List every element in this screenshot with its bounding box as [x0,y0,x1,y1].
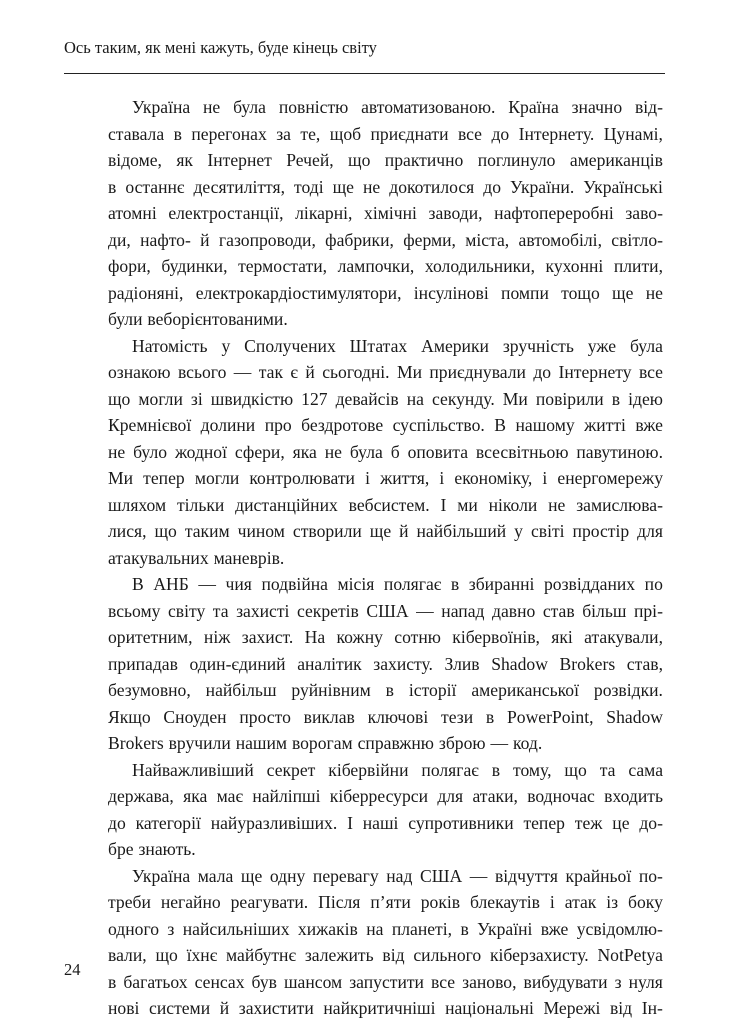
text-line: Кремнієвої долини про бездротове суспільство. В нашому житті вже [108,415,663,435]
body-text [108,94,663,1022]
text-line: вали, що їхнє майбутнє залежить від сильного кіберзахисту. NotPetya [108,945,663,965]
text-line: відоме, як Інтернет Речей, що практично поглинуло американців [108,150,663,170]
text-line: Ми тепер могли контролювати і життя, і економіку, і енергомережу [108,468,663,488]
text-line: держава, яка має найліпші кіберресурси для атаки, водночас входить [108,786,663,806]
text-line: атомні електростанції, лікарні, хімічні заводи, нафтопереробні заво- [108,203,663,223]
text-line: атакувальних маневрів. [108,547,285,568]
page-number: 24 [64,960,81,979]
text-line: що могли зі швидкістю 127 девайсів на секунду. Ми повірили в ідею [108,388,663,409]
text-line: Якщо Сноуден просто виклав ключові тези в PowerPoint, Shadow [108,706,663,727]
text-line: в останнє десятиліття, тоді ще не докотилося до України. Українські [108,176,663,197]
text-line: безумовно, найбільш руйнівним в історії американської розвідки. [108,680,663,700]
text-line: Натомість у Сполучених Штатах Америки зручність уже була [132,335,663,356]
text-line: Україна не була повністю автоматизованою. Країна значно від- [132,97,663,117]
text-line: фори, будинки, термостати, лампочки, холодильники, кухонні плити, [108,256,663,276]
text-line: шляхом тільки дистанційних вебсистем. І ми ніколи не замислюва- [108,494,663,515]
running-header: Ось таким, як мені кажуть, буде кінець світу [64,38,377,57]
text-line: Найважливіший секрет кібервійни полягає в тому, що та сама [132,759,663,780]
text-line: ознакою всього — так є й сьогодні. Ми приєднували до Інтернету все [108,362,663,382]
text-line: всьому світу та захисті секретів США — напад давно став більш прі- [108,600,663,621]
text-line: радіоняні, електрокардіостимулятори, інсулінові помпи тощо ще не [108,282,663,303]
text-line: нові системи й захистити найкритичніші національні Мережі від Ін- [108,998,663,1018]
text-line: бре знають. [108,839,196,859]
paragraph [108,863,663,1022]
text-line: лися, що таким чином створили ще й найбільший у світі простір для [108,521,663,541]
text-line: Україна мала ще одну перевагу над США — відчуття крайньої по- [132,865,663,886]
paragraph [108,333,663,572]
text-line: до категорії найуразливіших. І наші супротивники тепер теж це до- [108,812,663,833]
paragraph [108,757,663,863]
text-line: припадав один-єдиний аналітик захисту. Злив Shadow Brokers став, [108,653,663,674]
text-line: одного з найсильніших хижаків на планеті, в Україні вже усвідомлю- [108,918,663,939]
text-line: ди, нафто- й газопроводи, фабрики, ферми, міста, автомобілі, світло- [108,229,663,250]
text-line: В АНБ — чия подвійна місія полягає в збиранні розвідданих по [132,574,663,594]
text-line: не було жодної сфери, яка не була б оповита всесвітньою павутиною. [108,441,663,462]
text-line: в багатьох сенсах був шансом запустити все заново, вибудувати з нуля [108,971,663,992]
text-line: Brokers вручили нашим ворогам справжню зброю — код. [108,733,543,753]
text-line: оритетним, ніж захист. На кожну сотню кібервоїнів, які атакували, [108,627,663,647]
text-line: треби негайно реагувати. Після п’яти років блекаутів і атак із боку [108,892,663,912]
paragraph [108,571,663,757]
header-rule [64,73,665,74]
text-line: ставала в перегонах за те, щоб приєднати все до Інтернету. Цунамі, [108,123,663,144]
text-line: були веборієнтованими. [108,309,288,329]
paragraph [108,94,663,333]
